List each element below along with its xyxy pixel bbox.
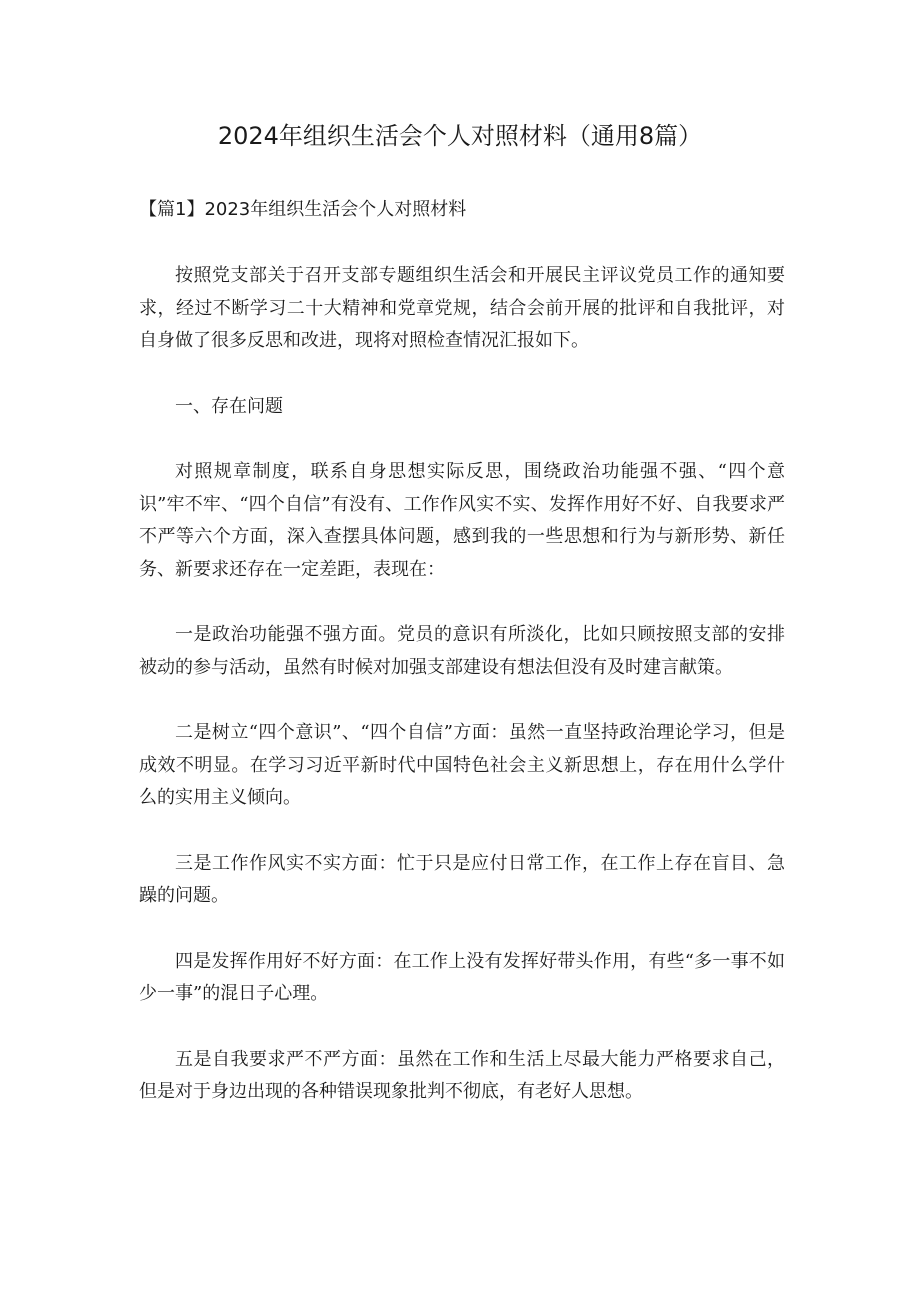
paragraph-overview: 对照规章制度，联系自身思想实际反思，围绕政治功能强不强、“四个意识”牢不牢、“四个自信”有没有、工作作风实不实、发挥作用好不好、自我要求严不严等六个方面，深入查摆具体问题，感到我的一些思想和行为与新形势、新任务、新要求还存在一定差距，表现在： — [139, 461, 785, 580]
document-title: 2024年组织生活会个人对照材料（通用8篇） — [217, 122, 703, 150]
section-heading: 【篇1】2023年组织生活会个人对照材料 — [139, 199, 467, 220]
paragraph-point-5: 五是自我要求严不严方面：虽然在工作和生活上尽最大能力严格要求自己，但是对于身边出现的各种错误现象批判不彻底，有老好人思想。 — [139, 1048, 785, 1102]
paragraph-point-3: 三是工作作风实不实方面：忙于只是应付日常工作，在工作上存在盲目、急躁的问题。 — [139, 852, 785, 906]
paragraph-heading-problems: 一、存在问题 — [175, 395, 283, 417]
paragraph-intro: 按照党支部关于召开支部专题组织生活会和开展民主评议党员工作的通知要求，经过不断学习二十大精神和党章党规，结合会前开展的批评和自我批评，对自身做了很多反思和改进，现将对照检查情况汇报如下。 — [139, 265, 785, 351]
paragraph-point-4: 四是发挥作用好不好方面：在工作上没有发挥好带头作用，有些“多一事不如少一事”的混日子心理。 — [139, 950, 785, 1004]
paragraph-point-2: 二是树立“四个意识”、“四个自信”方面：虽然一直坚持政治理论学习，但是成效不明显。在学习习近平新时代中国特色社会主义新思想上，存在用什么学什么的实用主义倾向。 — [139, 722, 785, 808]
document-body — [139, 260, 785, 1142]
paragraph-point-1: 一是政治功能强不强方面。党员的意识有所淡化，比如只顾按照支部的安排被动的参与活动，虽然有时候对加强支部建设有想法但没有及时建言献策。 — [139, 624, 785, 678]
